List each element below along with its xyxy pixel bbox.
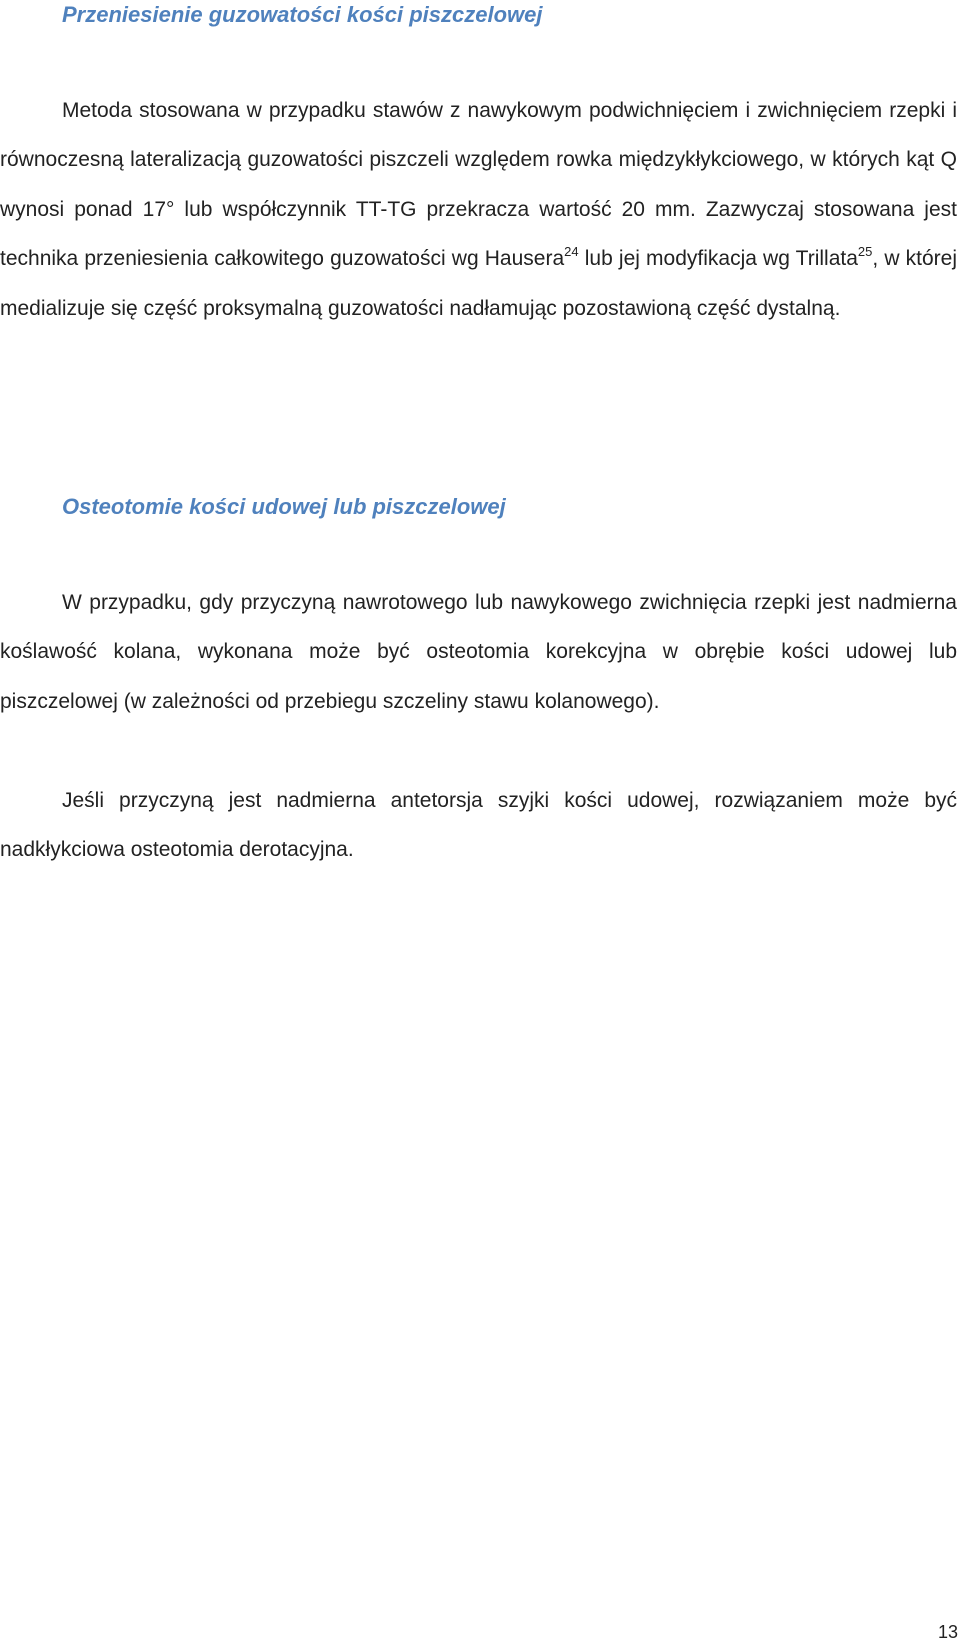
paragraph-text: Metoda stosowana w przypadku stawów z nawykowym podwichnięciem i zwichnięciem rzepki i równoczesną lateralizacją guzowatości piszczeli względem rowka międzykłykciowego, w których kąt Q wynosi ponad 17° lub współczynnik TT-TG przekracza wartość 20 mm. Zazwyczaj stosowana jest technika przeniesienia całkowitego guzowatości wg Hausera	[0, 99, 957, 271]
reference-superscript: 24	[564, 244, 579, 260]
paragraph-tuberosity-transfer	[0, 86, 957, 333]
paragraph-text: lub jej modyfikacja wg Trillata	[578, 247, 858, 271]
page-number: 13	[937, 1622, 958, 1642]
paragraph-valgus-osteotomy: W przypadku, gdy przyczyną nawrotowego lub nawykowego zwichnięcia rzepki jest nadmierna koślawość kolana, wykonana może być osteotomia korekcyjna w obrębie kości udowej lub piszczelowej (w zależności od przebiegu szczeliny stawu kolanowego).	[0, 591, 957, 713]
section-heading-osteotomies: Osteotomie kości udowej lub piszczelowej	[62, 494, 506, 519]
paragraph-text: , w której medializuje się część proksymalną guzowatości nadłamując pozostawioną część dystalną.	[0, 247, 957, 320]
reference-superscript: 25	[857, 244, 873, 260]
section-heading-tuberosity-transfer: Przeniesienie guzowatości kości piszczelowej	[62, 2, 543, 27]
paragraph-derotation-osteotomy: Jeśli przyczyną jest nadmierna antetorsja szyjki kości udowej, rozwiązaniem może być nadkłykciowa osteotomia derotacyjna.	[0, 789, 957, 862]
